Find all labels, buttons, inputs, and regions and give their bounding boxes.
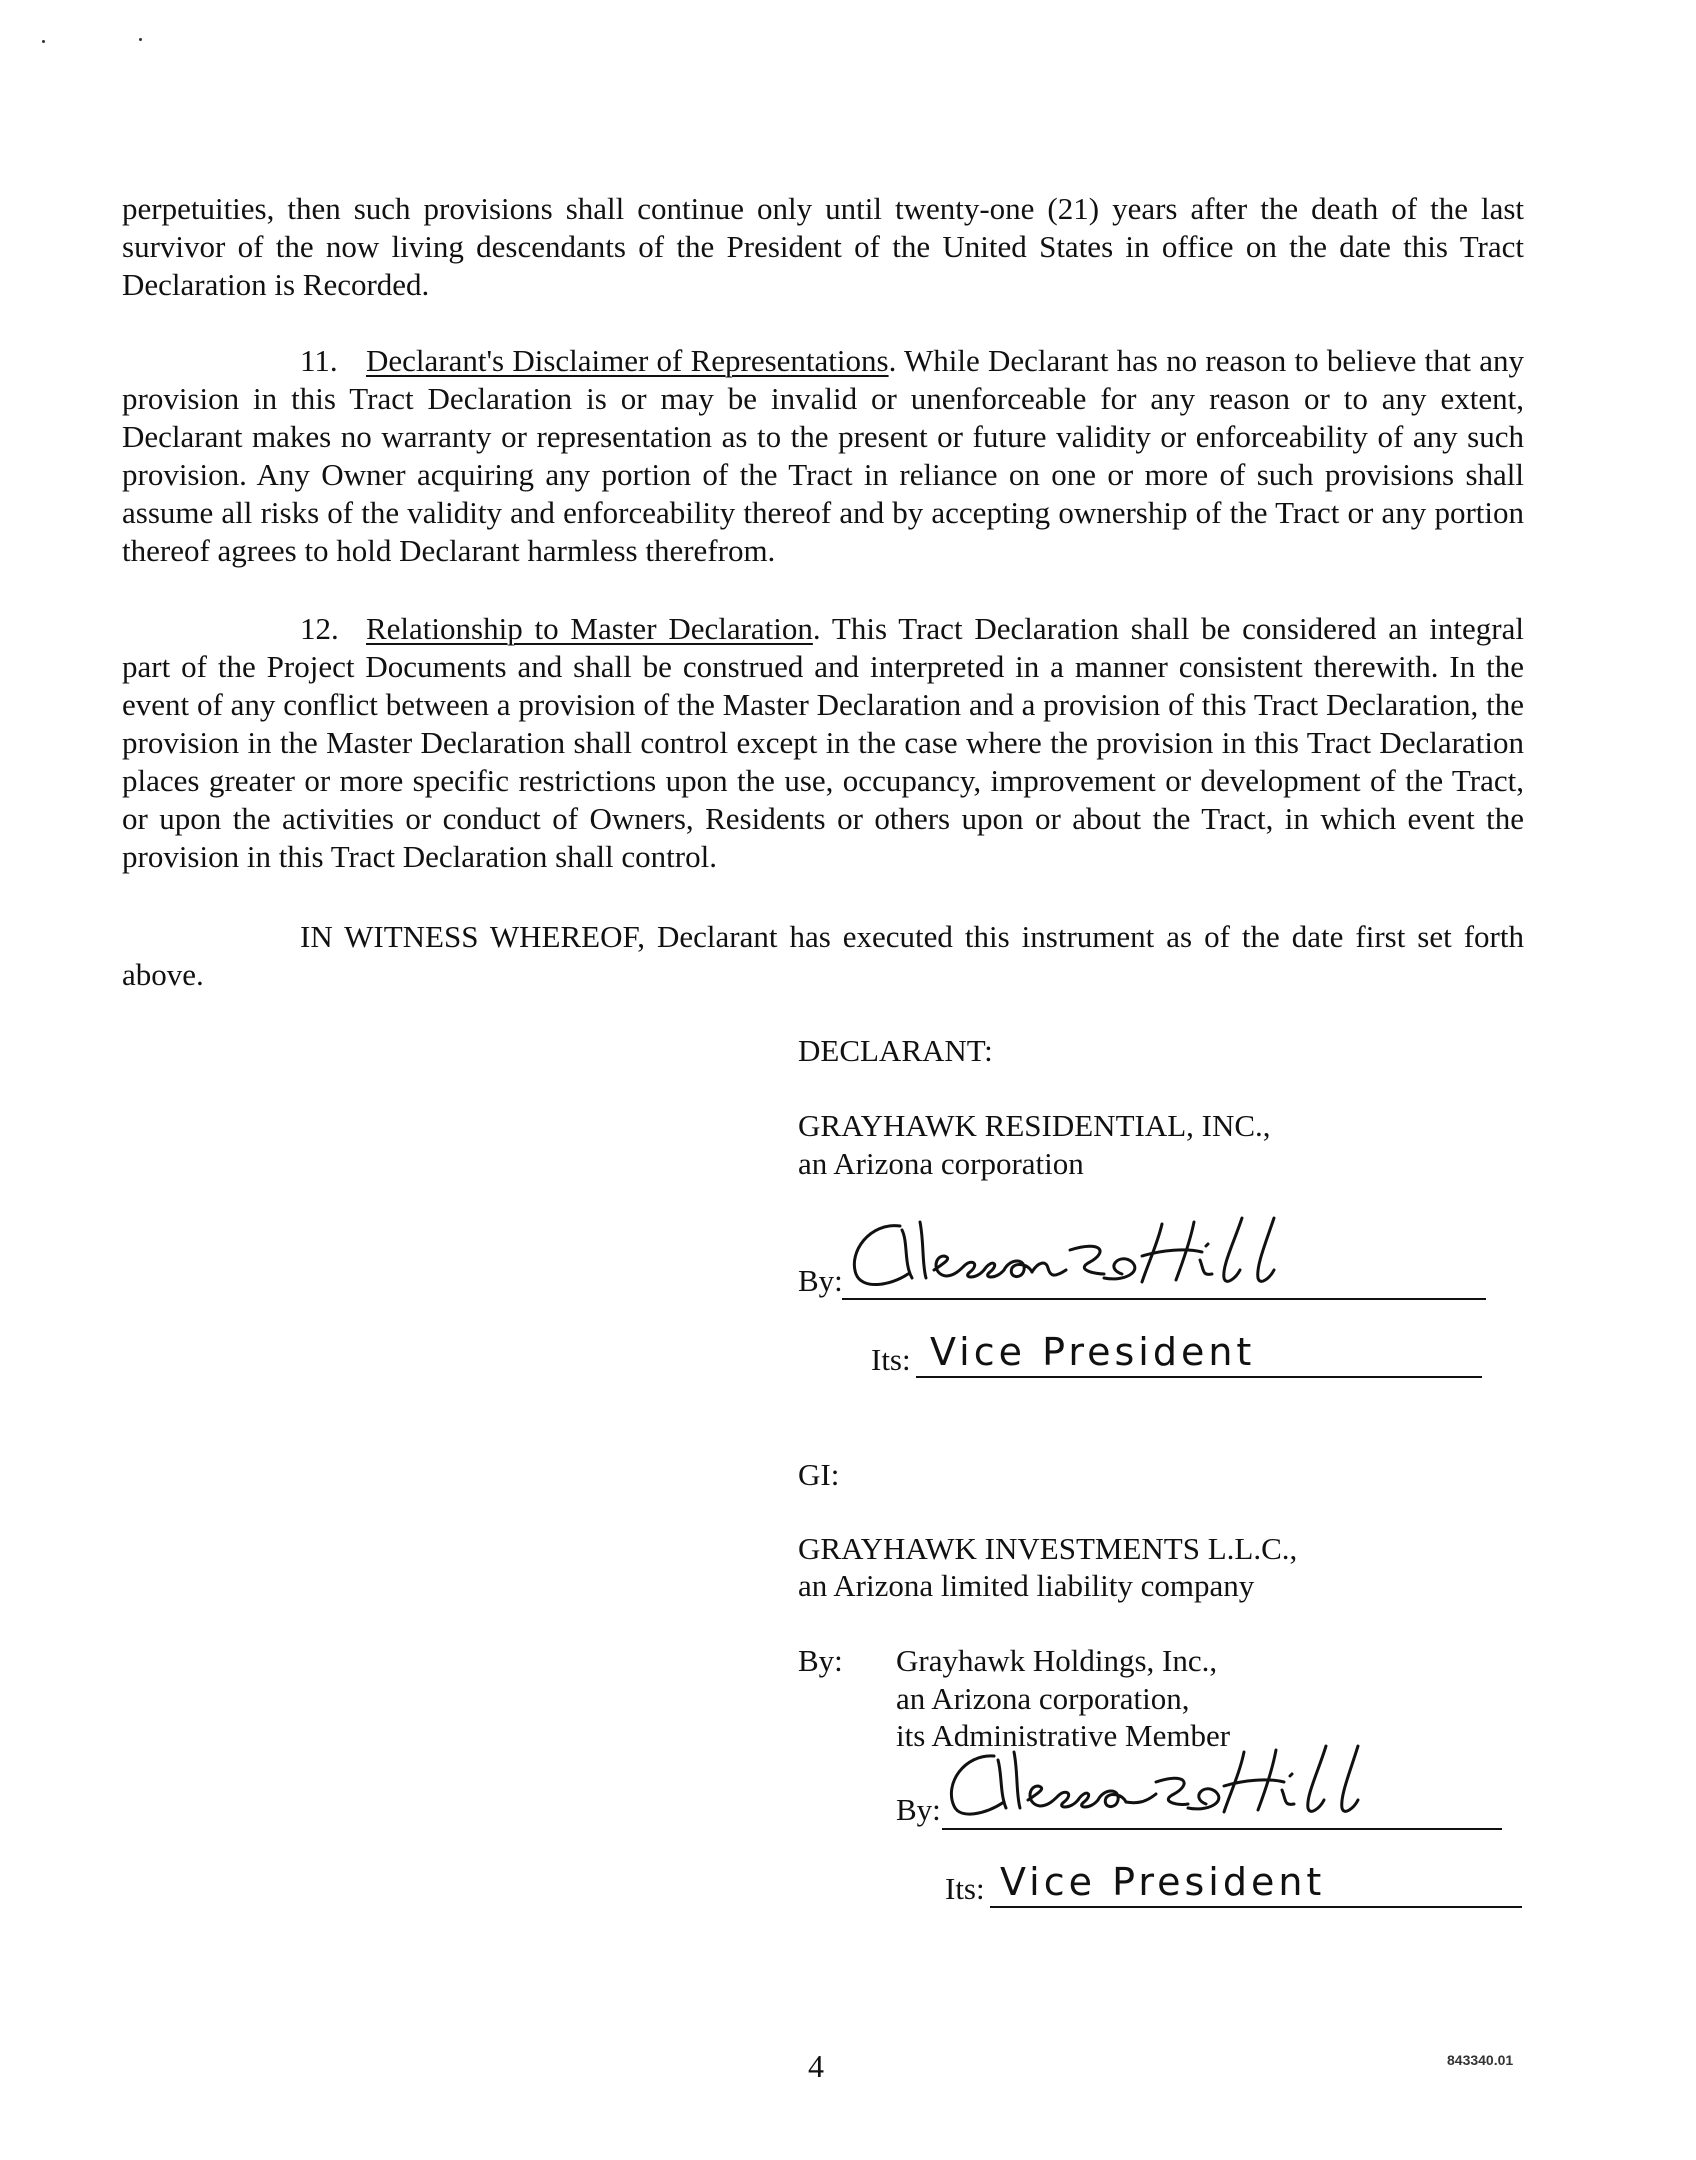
section-11-number: 11.: [300, 343, 338, 378]
declarant-title-line: [916, 1330, 1482, 1378]
scan-speck: [139, 38, 142, 41]
continuation-text: perpetuities, then such provisions shall continue only until twenty-one (21) years after the death of the last survivor of the now living descendants of the President of the United States in office on the date this Tract Declaration is Recorded.: [122, 191, 1524, 302]
gi-by-label: By:: [798, 1643, 843, 1678]
declarant-signature-line: [842, 1256, 1486, 1300]
gi-heading: GI:: [798, 1457, 840, 1492]
gi-entity-name: GRAYHAWK INVESTMENTS L.L.C.,: [798, 1531, 1298, 1566]
gi-member-name: Grayhawk Holdings, Inc.,: [896, 1643, 1218, 1678]
declarant-entity-name: GRAYHAWK RESIDENTIAL, INC.,: [798, 1108, 1271, 1143]
declarant-title-handwritten: Vice President: [930, 1330, 1256, 1374]
gi-member-role: its Administrative Member: [896, 1718, 1231, 1753]
declarant-entity-type: an Arizona corporation: [798, 1146, 1084, 1181]
declarant-its-label: Its:: [871, 1342, 911, 1377]
gi-inner-by-label: By:: [896, 1792, 941, 1827]
gi-its-label: Its:: [945, 1871, 985, 1906]
gi-signature-line: [942, 1786, 1502, 1830]
declarant-signature: [842, 1212, 1486, 1296]
continuation-paragraph: [122, 190, 1524, 304]
section-11-heading: Declarant's Disclaimer of Representations: [366, 343, 889, 378]
section-11-paragraph: [122, 342, 1524, 570]
gi-member-type: an Arizona corporation,: [896, 1681, 1190, 1716]
declarant-by-label: By:: [798, 1263, 843, 1298]
gi-title-handwritten: Vice President: [1000, 1860, 1326, 1904]
section-12-body: . This Tract Declaration shall be considered an integral part of the Project Documents and shall be construed and interpreted in a manner consistent therewith. In the event of any conflict between a provision of the Master Declaration and a provision of this Tract Declaration, the provision in the Master Declaration shall control except in the case where the provision in this Tract Declaration places greater or more specific restrictions upon the use, occupancy, improvement or development of the Tract, or upon the activities or conduct of Owners, Residents or others upon or about the Tract, in which event the provision in this Tract Declaration shall control.: [122, 611, 1524, 874]
section-12-number: 12.: [300, 611, 339, 646]
section-12-heading: Relationship to Master Declaration: [366, 611, 813, 646]
page-number: 4: [808, 2048, 824, 2084]
witness-text: IN WITNESS WHEREOF, Declarant has executed this instrument as of the date first set forth above.: [122, 919, 1524, 992]
gi-title-line: [990, 1860, 1522, 1908]
gi-signature: [942, 1742, 1502, 1826]
document-number: 843340.01: [1447, 2052, 1514, 2068]
witness-paragraph: [122, 918, 1524, 994]
section-12-paragraph: [122, 610, 1524, 876]
scan-speck: [42, 40, 45, 43]
declarant-heading: DECLARANT:: [798, 1033, 993, 1068]
section-11-body: . While Declarant has no reason to believe that any provision in this Tract Declaration is or may be invalid or unenforceable for any reason or to any extent, Declarant makes no warranty or representation as to the present or future validity or enforceability of any such provision. Any Owner acquiring any portion of the Tract in reliance on one or more of such provisions shall assume all risks of the validity and enforceability thereof and by accepting ownership of the Tract or any portion thereof agrees to hold Declarant harmless therefrom.: [122, 343, 1525, 568]
gi-entity-type: an Arizona limited liability company: [798, 1568, 1255, 1603]
